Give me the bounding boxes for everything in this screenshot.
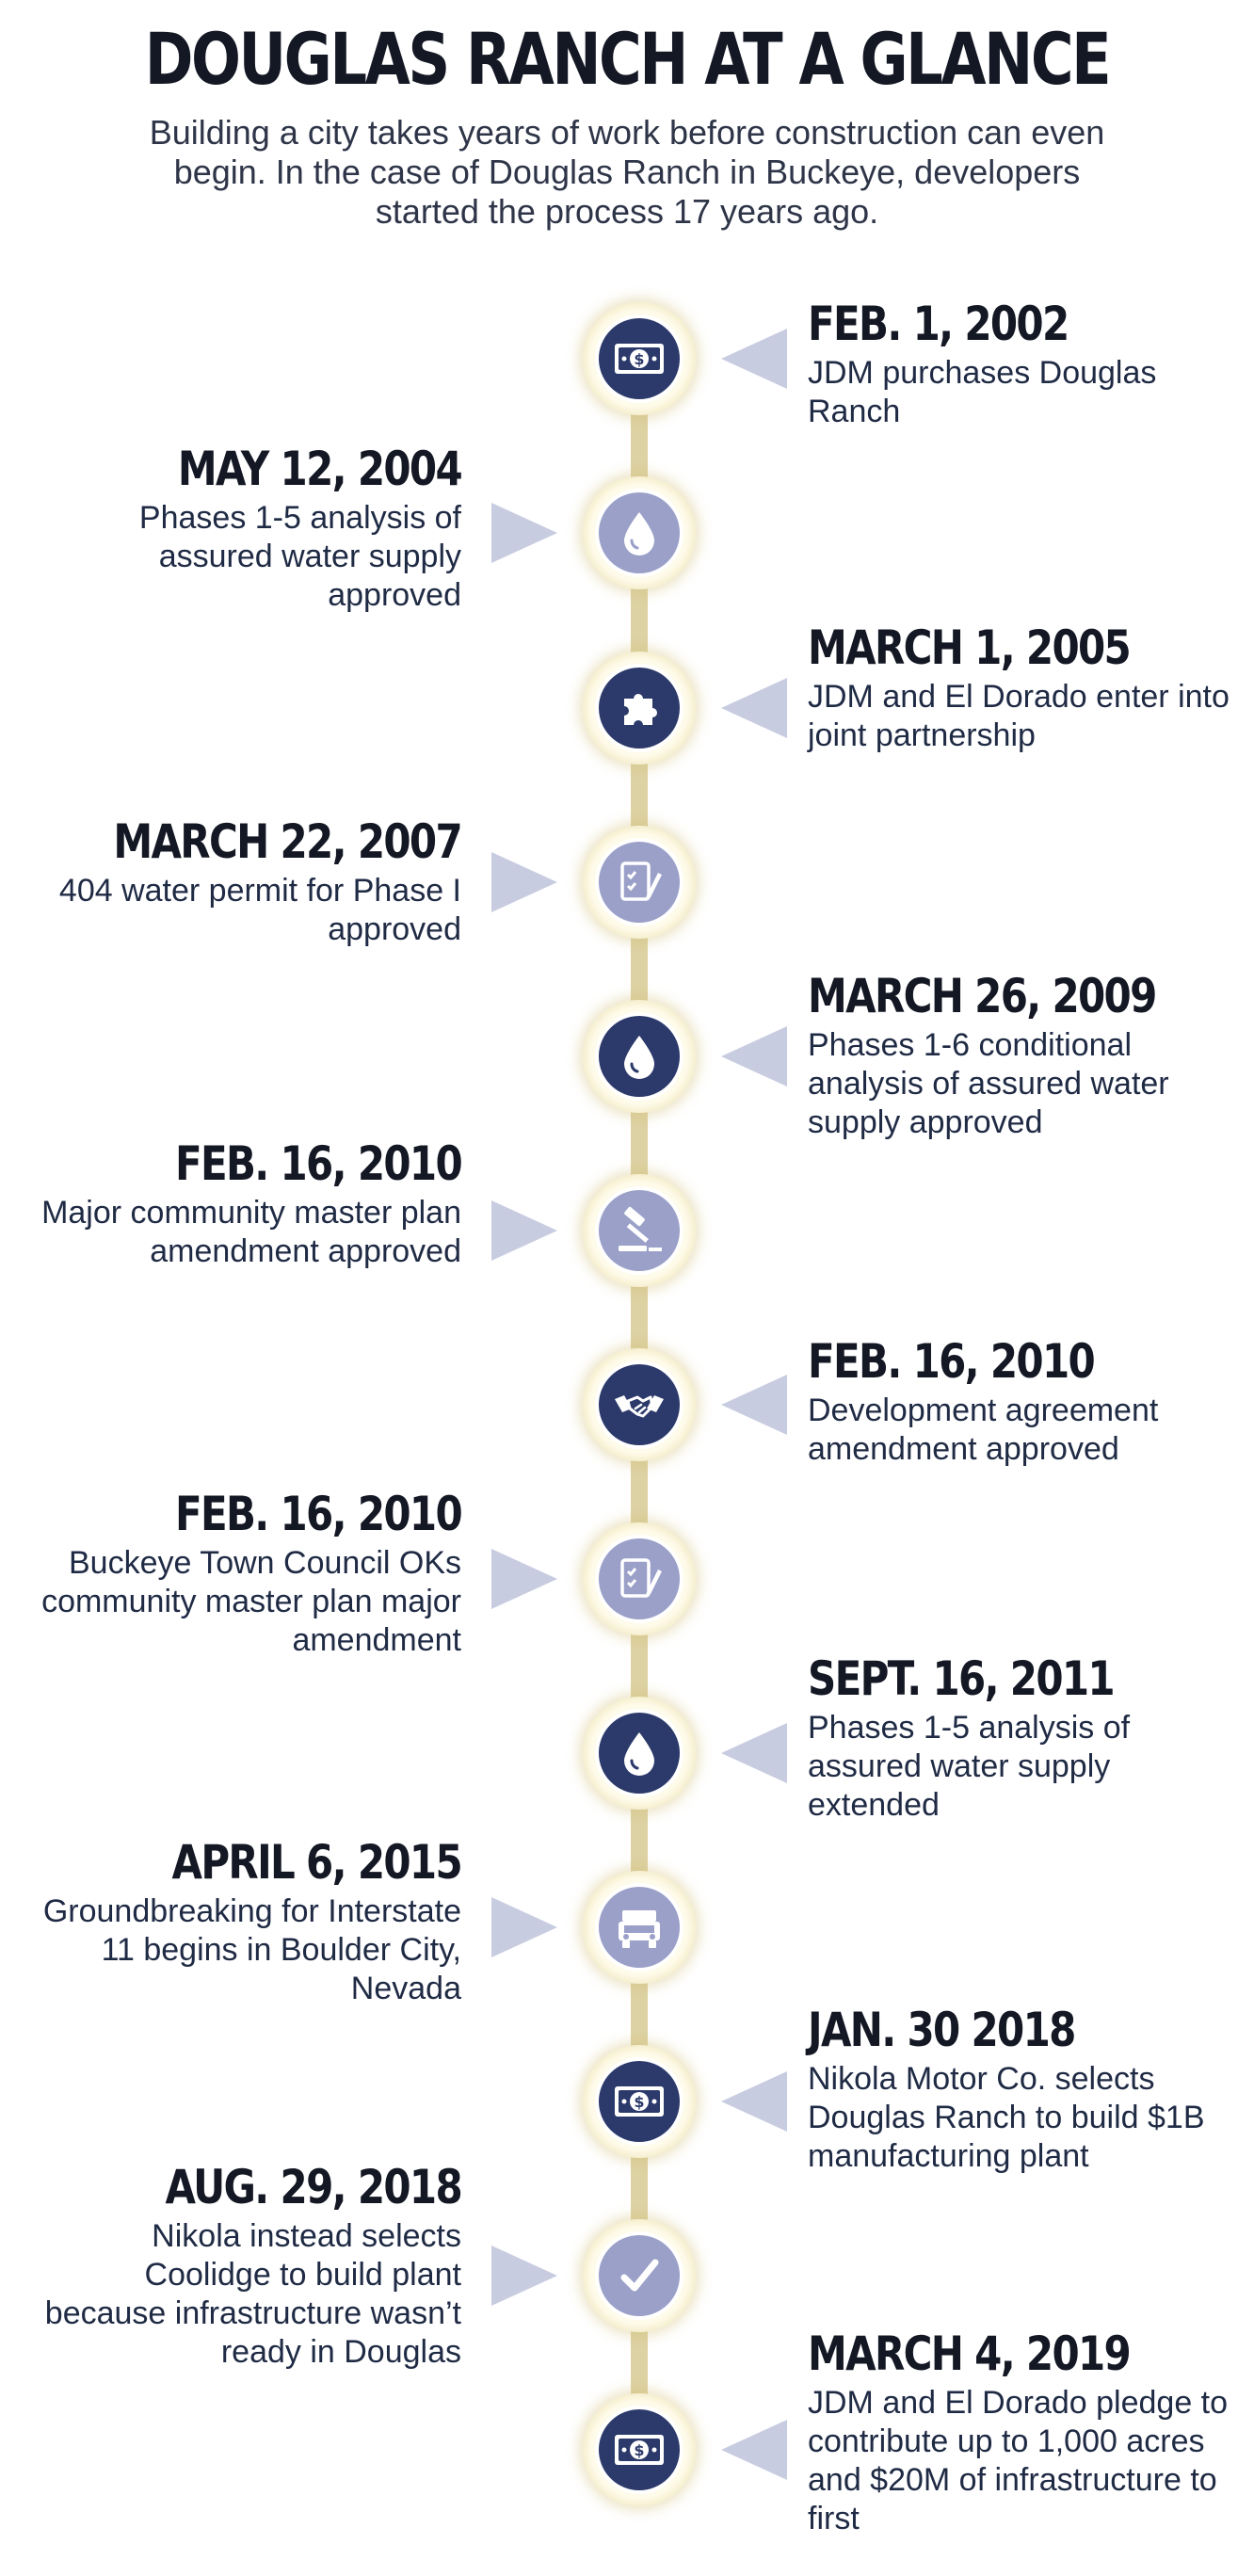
entry-date: APRIL 6, 2015 bbox=[171, 1835, 461, 1890]
timeline-entry bbox=[28, 1836, 461, 2008]
timeline-entry bbox=[808, 1335, 1231, 1469]
timeline-entry bbox=[28, 443, 461, 615]
entry-description: 404 water permit for Phase I approved bbox=[58, 873, 461, 947]
water-drop-icon bbox=[595, 489, 683, 577]
timeline-node bbox=[583, 1522, 696, 1635]
pointer-arrow bbox=[721, 1375, 787, 1435]
money-icon bbox=[595, 2057, 683, 2146]
pointer-arrow bbox=[491, 1549, 557, 1609]
pointer-arrow bbox=[491, 852, 557, 912]
timeline-node bbox=[583, 1348, 696, 1461]
page-subtitle: Building a city takes years of work before construction can even begin. In the case of Douglas Ranch in Buckeye, developers started the process 17 years ago. bbox=[149, 113, 1105, 231]
pointer-arrow bbox=[491, 2246, 557, 2306]
entry-description: JDM and El Dorado pledge to contribute up to 1,000 acres and $20M of infrastructure to first bbox=[808, 2385, 1229, 2536]
pointer-arrow bbox=[721, 1723, 787, 1783]
timeline-node bbox=[583, 2045, 696, 2158]
truck-icon bbox=[595, 1883, 683, 1972]
pointer-arrow bbox=[721, 1026, 787, 1087]
timeline-node bbox=[583, 2393, 696, 2506]
svg-text:$: $ bbox=[634, 350, 645, 368]
pointer-arrow bbox=[491, 503, 557, 563]
timeline-node bbox=[583, 302, 696, 415]
timeline-node bbox=[583, 1697, 696, 1810]
entry-description: Nikola instead selects Coolidge to build plant because infrastructure wasn’t ready in Douglas bbox=[44, 2218, 461, 2370]
money-icon bbox=[595, 2406, 683, 2494]
timeline-node bbox=[583, 2219, 696, 2332]
entry-date: MARCH 22, 2007 bbox=[113, 814, 461, 869]
entry-description: Buckeye Town Council OKs community master plan major amendment bbox=[41, 1545, 461, 1658]
timeline-entry bbox=[28, 815, 461, 949]
entry-description: Groundbreaking for Interstate 11 begins in Boulder City, Nevada bbox=[42, 1893, 461, 2006]
pointer-arrow bbox=[721, 2420, 787, 2480]
entry-date: FEB. 16, 2010 bbox=[174, 1487, 461, 1541]
pointer-arrow bbox=[491, 1200, 557, 1261]
permit-document-icon bbox=[595, 838, 683, 926]
timeline-node bbox=[583, 1174, 696, 1287]
checkmark-icon bbox=[595, 2231, 683, 2320]
pointer-arrow bbox=[721, 2071, 787, 2132]
gavel-icon bbox=[595, 1186, 683, 1275]
entry-description: Development agreement amendment approved bbox=[808, 1393, 1159, 1467]
water-drop-icon bbox=[595, 1709, 683, 1797]
entry-description: Major community master plan amendment approved bbox=[41, 1195, 461, 1269]
timeline-entry bbox=[28, 1137, 461, 1271]
timeline-node bbox=[583, 1000, 696, 1113]
timeline-entry bbox=[808, 1652, 1231, 1825]
entry-date: MARCH 4, 2019 bbox=[808, 2326, 1131, 2381]
entry-description: Nikola Motor Co. selects Douglas Ranch to build $1B manufacturing plant bbox=[808, 2061, 1205, 2174]
entry-date: MARCH 1, 2005 bbox=[808, 620, 1131, 675]
svg-text:$: $ bbox=[634, 2093, 645, 2111]
timeline-entry bbox=[808, 298, 1231, 431]
entry-description: JDM purchases Douglas Ranch bbox=[808, 355, 1157, 429]
entry-date: SEPT. 16, 2011 bbox=[808, 1651, 1114, 1706]
pointer-arrow bbox=[721, 678, 787, 738]
timeline-entry bbox=[28, 1488, 461, 1660]
timeline-entry bbox=[808, 970, 1231, 1142]
entry-description: Phases 1-6 conditional analysis of assured water supply approved bbox=[808, 1027, 1169, 1140]
entry-description: Phases 1-5 analysis of assured water supply approved bbox=[138, 500, 461, 613]
puzzle-icon bbox=[595, 664, 683, 752]
timeline-entry bbox=[808, 621, 1231, 755]
money-icon bbox=[595, 314, 683, 403]
timeline-node bbox=[583, 826, 696, 939]
permit-document-icon bbox=[595, 1535, 683, 1623]
entry-date: FEB. 16, 2010 bbox=[174, 1136, 461, 1191]
pointer-arrow bbox=[491, 1897, 557, 1957]
entry-date: FEB. 16, 2010 bbox=[808, 1334, 1095, 1389]
entry-date: MARCH 26, 2009 bbox=[808, 969, 1156, 1023]
entry-date: MAY 12, 2004 bbox=[177, 442, 461, 496]
water-drop-icon bbox=[595, 1012, 683, 1101]
entry-description: Phases 1-5 analysis of assured water supply extended bbox=[808, 1710, 1131, 1823]
timeline-entry bbox=[808, 2327, 1231, 2538]
page-title: DOUGLAS RANCH AT A GLANCE bbox=[144, 17, 1110, 101]
entry-description: JDM and El Dorado enter into joint partnership bbox=[808, 679, 1230, 753]
timeline-node bbox=[583, 476, 696, 589]
pointer-arrow bbox=[721, 329, 787, 389]
timeline-entry bbox=[28, 2161, 461, 2372]
timeline-node bbox=[583, 1871, 696, 1984]
timeline-entry bbox=[808, 2004, 1231, 2176]
entry-date: AUG. 29, 2018 bbox=[165, 2160, 461, 2214]
timeline-node bbox=[583, 652, 696, 765]
entry-date: FEB. 1, 2002 bbox=[808, 297, 1069, 351]
handshake-icon bbox=[595, 1360, 683, 1449]
entry-date: JAN. 30 2018 bbox=[808, 2003, 1075, 2057]
svg-text:$: $ bbox=[634, 2441, 645, 2459]
